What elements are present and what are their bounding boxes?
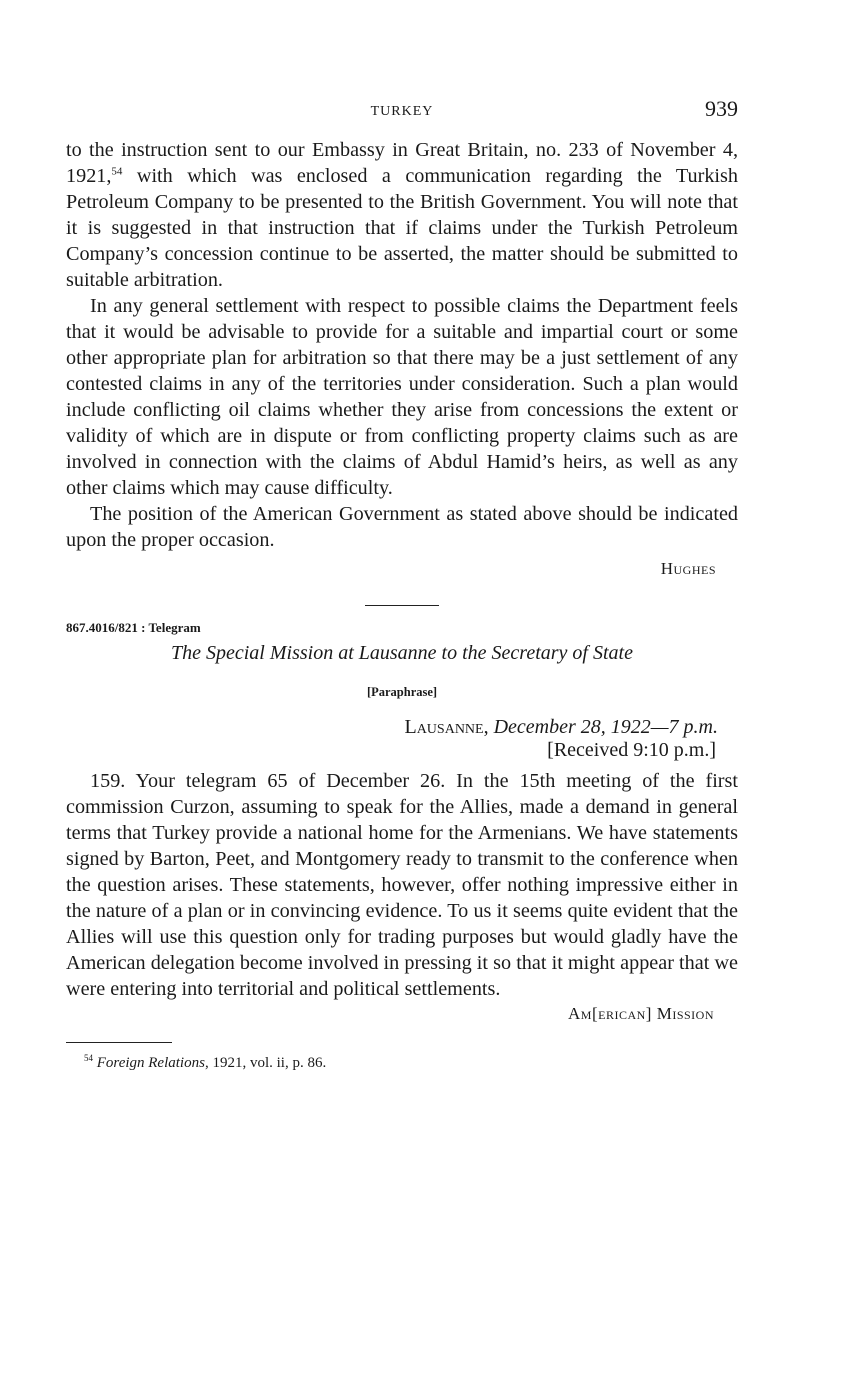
footnote-text: , 1921, vol. ii, p. 86.	[204, 1055, 327, 1071]
page-header	[66, 92, 738, 132]
signature-hughes: Hughes	[660, 559, 716, 578]
paraphrase-label: [Paraphrase]	[366, 685, 438, 699]
footnote-rule	[66, 1042, 172, 1043]
dateline: Lausanne, December 28, 1922—7 p.m.	[404, 716, 718, 738]
footnote-source: Foreign Relations	[96, 1055, 205, 1071]
document-title: The Special Mission at Lausanne to the Secretary of State	[171, 642, 633, 664]
page-number: 939	[705, 96, 738, 121]
signature-american-mission: Am[erican] Mission	[568, 1004, 714, 1023]
footnote	[66, 1055, 738, 1072]
dateline-place: Lausanne	[404, 716, 484, 738]
paragraph-settlement: In any general settlement with respect to possible claims the Department feels that it would be advisable to provide for a suitable and impartial court or some other appropriate plan for arbitration so that there may be a just settlement of any contested claims in any of the territories under consideration. Such a plan would include conflicting oil claims whether they arise from concessions the extent or validity of which are in dispute or from conflicting property claims such as are involved in connection with the claims of Abdul Hamid’s heirs, as well as any other claims which may cause difficulty.	[66, 295, 738, 499]
paragraph-text: to the instruction sent to our Embassy in Great Britain, no. 233 of November 4, 1921,	[66, 139, 738, 187]
running-head: TURKEY	[370, 104, 434, 119]
page	[66, 92, 738, 1072]
paragraph-text: with which was enclosed a communication regarding the Turkish Petroleum Company to be presented to the British Government. You will note that it is suggested in that instruction that if claims under the Turkish Petroleum Company’s concession continue to be asserted, the matter should be submitted to suitable arbitration.	[66, 165, 738, 291]
paragraph-position: The position of the American Government as stated above should be indicated upon the proper occasion.	[66, 503, 738, 551]
received-time: [Received 9:10 p.m.]	[547, 739, 716, 761]
telegram-body: 159. Your telegram 65 of December 26. In the 15th meeting of the first commission Curzon, assuming to speak for the Allies, made a demand in general terms that Turkey provide a national home for the Armenians. We have statements signed by Barton, Peet, and Montgomery ready to transmit to the conference when the question arises. These statements, however, offer nothing impressive either in the nature of a plan or in convincing evidence. To us it seems quite evident that the Allies will use this question only for trading purposes but would gladly have the American delegation become involved in pressing it so that it might appear that we were entering into territorial and political settlements.	[66, 770, 738, 1000]
footnote-reference[interactable]: 54	[111, 165, 123, 178]
footnote-marker: 54	[84, 1053, 93, 1063]
dateline-date: December 28, 1922—7 p.m.	[493, 716, 718, 738]
file-reference: 867.4016/821 : Telegram	[66, 620, 201, 635]
paragraph-continuation	[66, 137, 738, 293]
section-divider	[365, 605, 439, 606]
